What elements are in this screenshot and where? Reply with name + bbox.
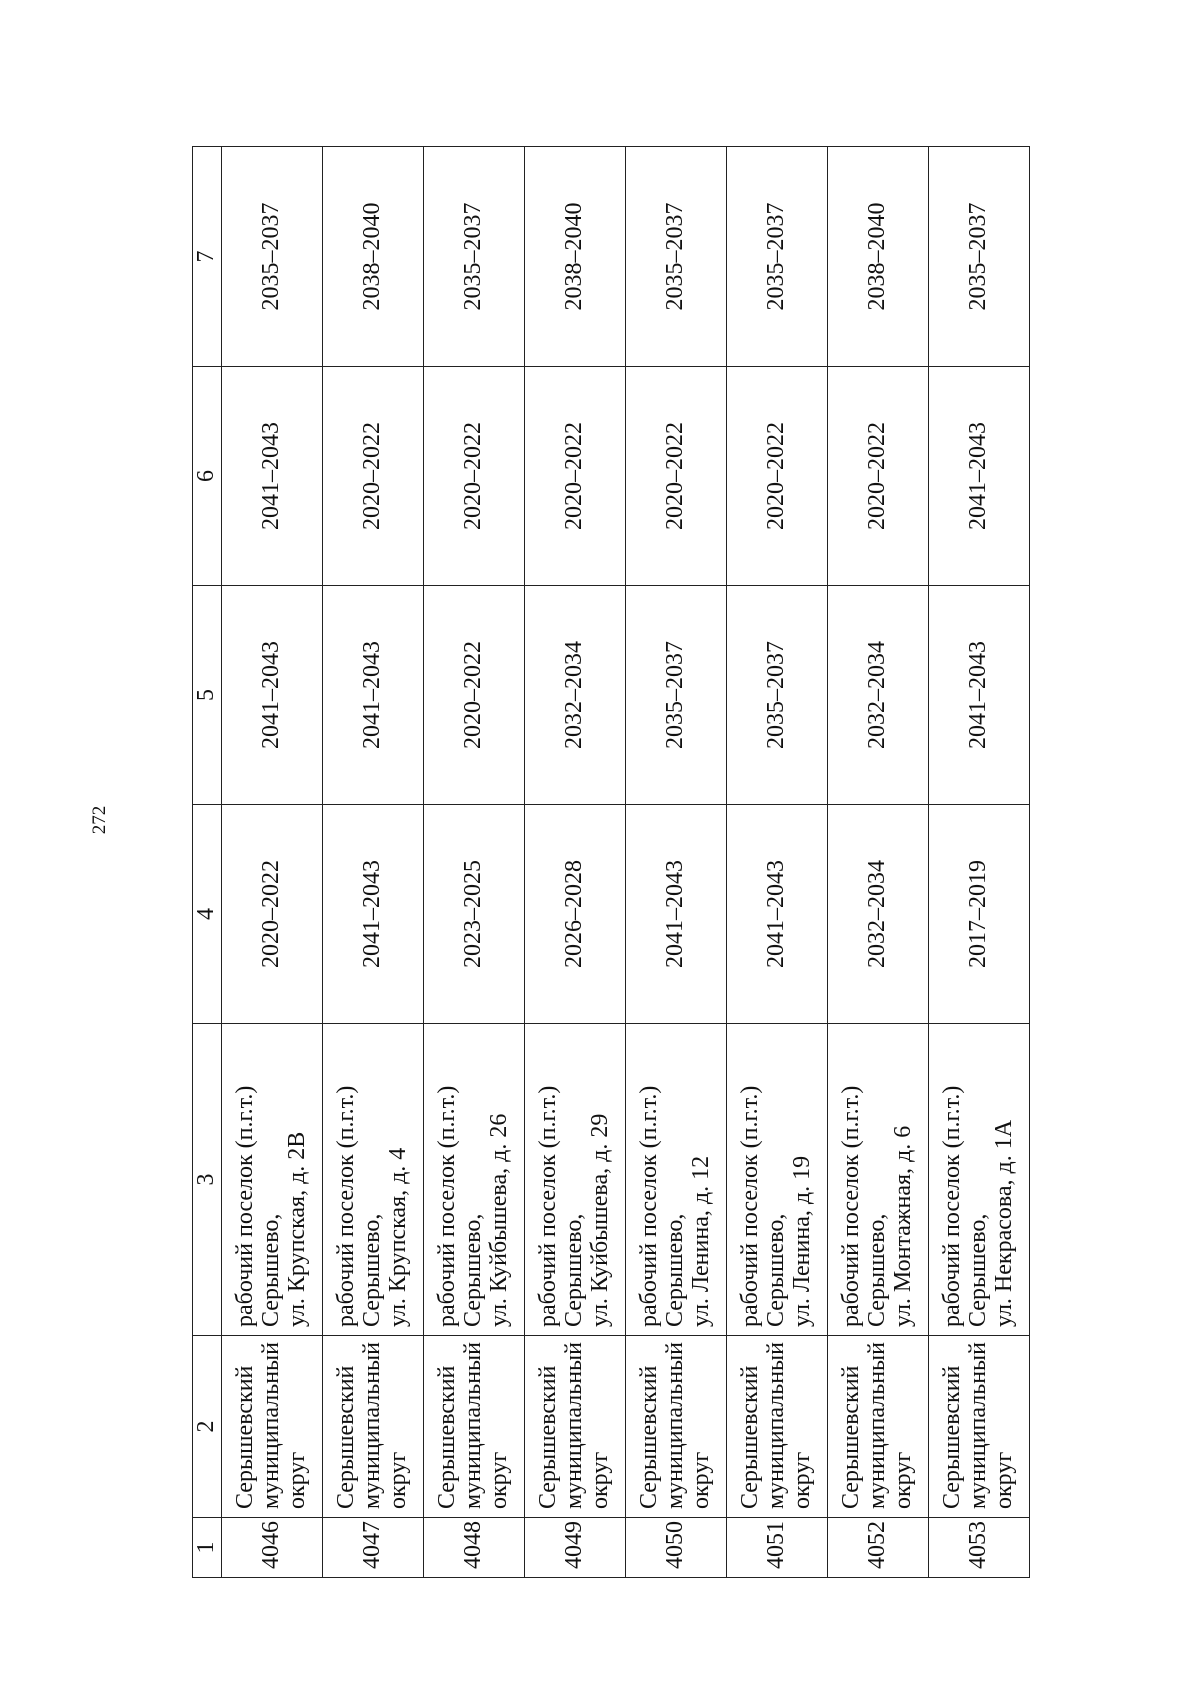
address-cell: [727, 1024, 828, 1336]
table-row: [828, 147, 929, 1578]
period-cell-col6: 2020–2022: [626, 367, 727, 586]
address-line: ул. Крупская, д. 2В: [283, 1131, 310, 1327]
district-line: Серышевский: [939, 1365, 966, 1509]
address-line: рабочий поселок (п.г.т.): [737, 1085, 764, 1327]
address-line: ул. Ленина, д. 19: [788, 1155, 815, 1327]
period-cell-col5: 2035–2037: [626, 586, 727, 805]
period-cell-col6: 2020–2022: [525, 367, 626, 586]
district-cell: [424, 1336, 525, 1518]
district-cell: [828, 1336, 929, 1518]
period-cell-col4: 2020–2022: [222, 805, 323, 1024]
district-line: Серышевский: [636, 1365, 663, 1509]
address-line: рабочий поселок (п.г.т.): [939, 1085, 966, 1327]
address-cell: [424, 1024, 525, 1336]
district-line: муниципальный: [763, 1341, 790, 1509]
district-line: муниципальный: [258, 1341, 285, 1509]
address-line: ул. Ленина, д. 12: [687, 1155, 714, 1327]
district-cell: [525, 1336, 626, 1518]
district-line: муниципальный: [359, 1341, 386, 1509]
district-cell: [727, 1336, 828, 1518]
district-line: муниципальный: [965, 1341, 992, 1509]
column-header: 4: [193, 805, 222, 1024]
header-row: [193, 147, 222, 1578]
period-cell-col5: 2041–2043: [222, 586, 323, 805]
period-cell-col6: 2041–2043: [929, 367, 1030, 586]
district-cell: [323, 1336, 424, 1518]
period-cell-col7: 2038–2040: [828, 147, 929, 367]
address-line: рабочий поселок (п.г.т.): [434, 1085, 461, 1327]
period-cell-col4: 2026–2028: [525, 805, 626, 1024]
period-cell-col7: 2035–2037: [929, 147, 1030, 367]
period-cell-col7: 2035–2037: [626, 147, 727, 367]
period-cell-col7: 2038–2040: [323, 147, 424, 367]
address-cell: [525, 1024, 626, 1336]
address-line: ул. Куйбышева, д. 26: [485, 1113, 512, 1327]
district-cell: [626, 1336, 727, 1518]
period-cell-col6: 2020–2022: [727, 367, 828, 586]
district-line: округ: [889, 1451, 916, 1509]
period-cell-col4: 2041–2043: [323, 805, 424, 1024]
row-number-cell: 4047: [323, 1518, 424, 1578]
address-line: Серышево,: [460, 1213, 487, 1327]
row-number-cell: 4048: [424, 1518, 525, 1578]
address-cell: [929, 1024, 1030, 1336]
row-number-cell: 4053: [929, 1518, 1030, 1578]
column-header: 1: [193, 1518, 222, 1578]
housing-register-table: [192, 146, 1030, 1578]
district-line: Серышевский: [333, 1365, 360, 1509]
table-row: [424, 147, 525, 1578]
district-line: округ: [586, 1451, 613, 1509]
district-cell: [222, 1336, 323, 1518]
period-cell-col4: 2023–2025: [424, 805, 525, 1024]
address-line: ул. Монтажная, д. 6: [889, 1125, 916, 1327]
address-line: Серышево,: [864, 1213, 891, 1327]
table-row: [727, 147, 828, 1578]
address-line: рабочий поселок (п.г.т.): [636, 1085, 663, 1327]
period-cell-col5: 2035–2037: [727, 586, 828, 805]
district-line: Серышевский: [434, 1365, 461, 1509]
row-number-cell: 4052: [828, 1518, 929, 1578]
address-cell: [323, 1024, 424, 1336]
table-container: [192, 147, 1024, 1578]
row-number-cell: 4049: [525, 1518, 626, 1578]
period-cell-col4: 2041–2043: [626, 805, 727, 1024]
address-line: ул. Крупская, д. 4: [384, 1147, 411, 1327]
period-cell-col7: 2035–2037: [727, 147, 828, 367]
address-line: Серышево,: [359, 1213, 386, 1327]
period-cell-col5: 2032–2034: [525, 586, 626, 805]
column-header: 2: [193, 1336, 222, 1518]
table-row: [929, 147, 1030, 1578]
address-line: рабочий поселок (п.г.т.): [838, 1085, 865, 1327]
row-number-cell: 4051: [727, 1518, 828, 1578]
address-line: рабочий поселок (п.г.т.): [535, 1085, 562, 1327]
period-cell-col7: 2035–2037: [222, 147, 323, 367]
table-body: [193, 147, 1030, 1578]
period-cell-col5: 2041–2043: [929, 586, 1030, 805]
address-line: Серышево,: [561, 1213, 588, 1327]
district-line: округ: [485, 1451, 512, 1509]
period-cell-col5: 2032–2034: [828, 586, 929, 805]
district-line: муниципальный: [662, 1341, 689, 1509]
address-line: Серышево,: [763, 1213, 790, 1327]
address-line: Серышево,: [258, 1213, 285, 1327]
row-number-cell: 4046: [222, 1518, 323, 1578]
period-cell-col4: 2032–2034: [828, 805, 929, 1024]
district-line: округ: [788, 1451, 815, 1509]
district-line: округ: [283, 1451, 310, 1509]
row-number-cell: 4050: [626, 1518, 727, 1578]
table-row: [222, 147, 323, 1578]
table-row: [525, 147, 626, 1578]
table-row: [323, 147, 424, 1578]
district-line: Серышевский: [232, 1365, 259, 1509]
period-cell-col7: 2035–2037: [424, 147, 525, 367]
district-line: округ: [384, 1451, 411, 1509]
district-line: Серышевский: [737, 1365, 764, 1509]
period-cell-col6: 2020–2022: [828, 367, 929, 586]
period-cell-col5: 2041–2043: [323, 586, 424, 805]
column-header: 6: [193, 367, 222, 586]
district-cell: [929, 1336, 1030, 1518]
address-line: рабочий поселок (п.г.т.): [333, 1085, 360, 1327]
column-header: 3: [193, 1024, 222, 1336]
period-cell-col6: 2020–2022: [424, 367, 525, 586]
district-line: муниципальный: [864, 1341, 891, 1509]
address-line: ул. Куйбышева, д. 29: [586, 1113, 613, 1327]
address-line: Серышево,: [965, 1213, 992, 1327]
period-cell-col4: 2017–2019: [929, 805, 1030, 1024]
district-line: муниципальный: [460, 1341, 487, 1509]
column-header: 7: [193, 147, 222, 367]
address-line: Серышево,: [662, 1213, 689, 1327]
address-cell: [222, 1024, 323, 1336]
district-line: Серышевский: [838, 1365, 865, 1509]
district-line: Серышевский: [535, 1365, 562, 1509]
page-number: 272: [89, 805, 110, 835]
address-cell: [828, 1024, 929, 1336]
period-cell-col4: 2041–2043: [727, 805, 828, 1024]
district-line: округ: [687, 1451, 714, 1509]
district-line: муниципальный: [561, 1341, 588, 1509]
period-cell-col6: 2041–2043: [222, 367, 323, 586]
period-cell-col7: 2038–2040: [525, 147, 626, 367]
address-line: ул. Некрасова, д. 1А: [990, 1119, 1017, 1327]
district-line: округ: [990, 1451, 1017, 1509]
period-cell-col6: 2020–2022: [323, 367, 424, 586]
table-row: [626, 147, 727, 1578]
address-cell: [626, 1024, 727, 1336]
address-line: рабочий поселок (п.г.т.): [232, 1085, 259, 1327]
period-cell-col5: 2020–2022: [424, 586, 525, 805]
column-header: 5: [193, 586, 222, 805]
